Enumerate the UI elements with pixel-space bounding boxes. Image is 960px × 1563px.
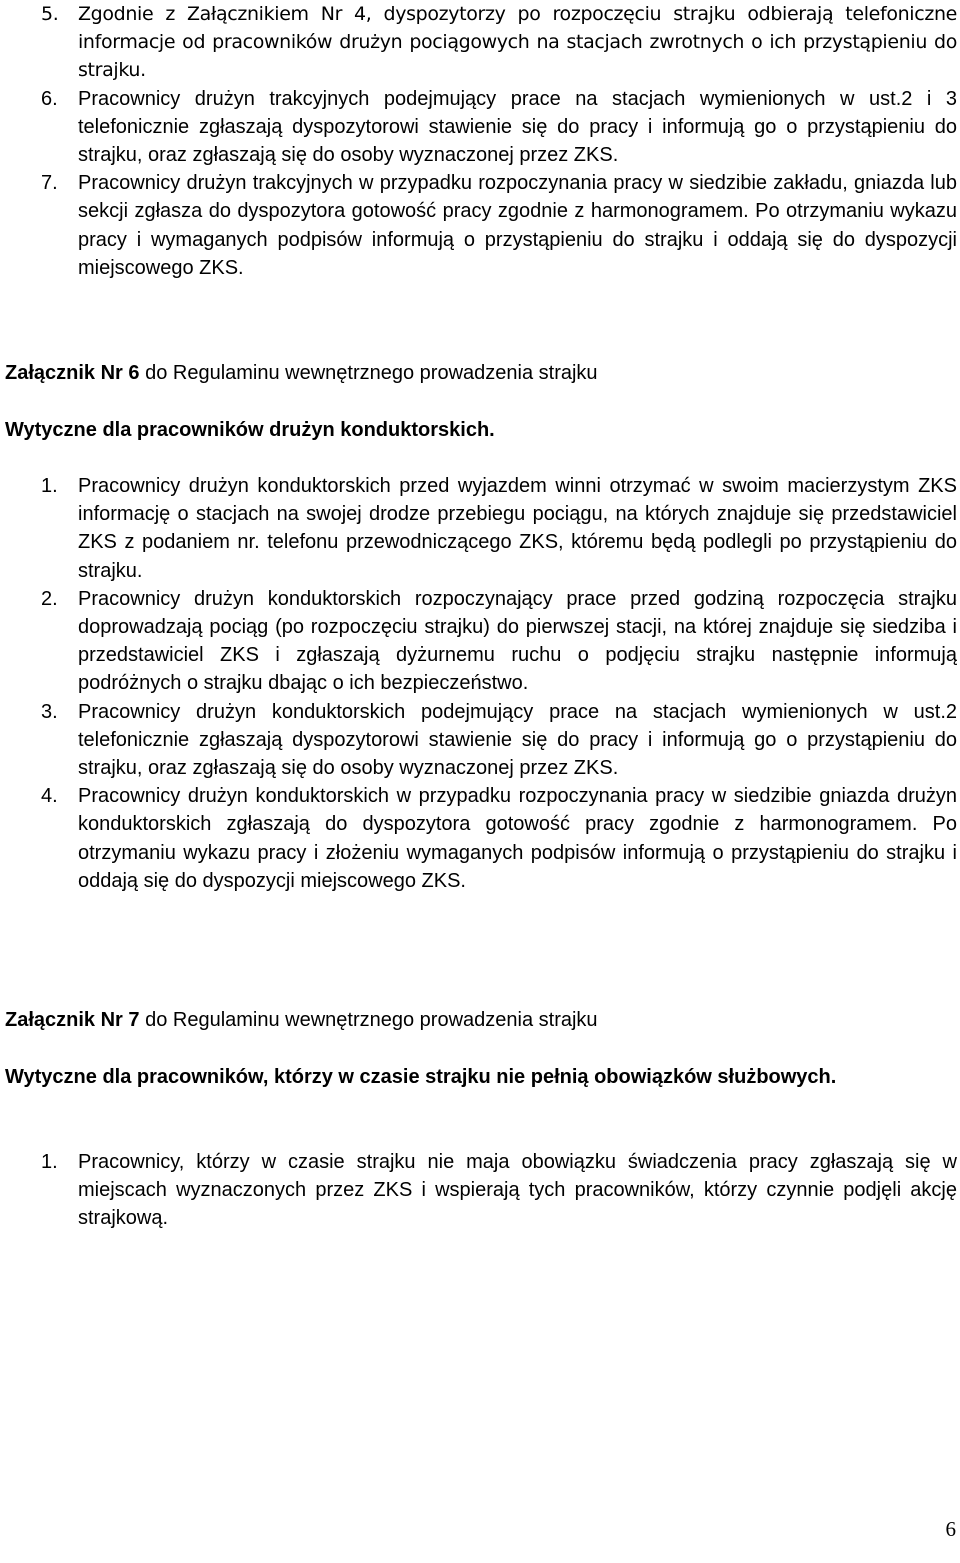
list-item-text: Pracownicy drużyn trakcyjnych w przypadku rozpoczynania pracy w siedzibie zakładu, gniazda lub sekcji zgłasza do dyspozytora gotowość pracy zgodnie z harmonogramem. Po otrzymaniu wykazu pracy i wymaganych podpisów informują o przystąpieniu do strajku i oddają się do dyspozycji miejscowego ZKS. xyxy=(78,172,957,279)
annex7-title-bold: Załącznik Nr 7 xyxy=(5,1009,140,1031)
list-item xyxy=(0,472,960,585)
list-item-text: Zgodnie z Załącznikiem Nr 4, dyspozytorzy po rozpoczęciu strajku odbierają telefoniczne informacje od pracowników drużyn pociągowych na stacjach zwrotnych o ich przystąpieniu do strajku. xyxy=(78,3,957,82)
list-item-number: 3. xyxy=(41,700,58,723)
list-item xyxy=(0,1148,960,1233)
annex6-title-rest: do Regulaminu wewnętrznego prowadzenia strajku xyxy=(139,362,598,384)
annex7-subtitle: Wytyczne dla pracowników, którzy w czasie strajku nie pełnią obowiązków służbowych. xyxy=(5,1066,837,1088)
annex7-list xyxy=(0,1148,960,1233)
list-item-number: 1. xyxy=(41,475,58,497)
list-item xyxy=(0,0,960,85)
annex7-title-rest: do Regulaminu wewnętrznego prowadzenia strajku xyxy=(139,1009,598,1031)
list-item xyxy=(0,169,960,282)
list-item-text: Pracownicy drużyn konduktorskich rozpoczynający prace przed godziną rozpoczęcia strajku doprowadzają pociąg (po rozpoczęciu strajku) do pierwszej stacji, na której znajduje się siedziba i przedstawiciel ZKS i zgłaszają dyżurnemu ruchu o podjęciu strajku następnie informują podróżnych o strajku dbając o ich bezpieczeństwo. xyxy=(78,587,957,695)
list-item-text: Pracownicy drużyn konduktorskich przed wyjazdem winni otrzymać w swoim macierzystym ZKS informację o stacjach na swojej drodze przebiegu pociągu, na których znajduje się przedstawiciel ZKS z podaniem nr. telefonu przewodniczącego ZKS, któremu będą podlegli po przystąpieniu do strajku. xyxy=(78,475,957,582)
annex6-title-bold: Załącznik Nr 6 xyxy=(5,362,140,384)
annex6-subtitle: Wytyczne dla pracowników drużyn konduktorskich. xyxy=(5,419,495,441)
list-continued xyxy=(0,0,960,282)
page-number: 6 xyxy=(945,1517,956,1541)
list-item-number: 6. xyxy=(41,87,58,110)
list-item-number: 1. xyxy=(41,1151,58,1173)
list-item xyxy=(0,698,960,783)
list-item-number: 5. xyxy=(41,3,59,25)
list-item xyxy=(0,782,960,895)
list-item-text: Pracownicy, którzy w czasie strajku nie maja obowiązku świadczenia pracy zgłaszają się w miejscach wyznaczonych przez ZKS i wspierają tych pracowników, którzy czynnie podjęli akcję strajkową. xyxy=(78,1151,957,1230)
list-item-number: 7. xyxy=(41,172,58,195)
list-item xyxy=(0,85,960,170)
list-item-text: Pracownicy drużyn konduktorskich podejmujący prace na stacjach wymienionych w ust.2 telefonicznie zgłaszają dyspozytorowi stawienie się do pracy i informują go o przystąpieniu do strajku, oraz zgłaszają się do osoby wyznaczonej przez ZKS. xyxy=(78,700,957,780)
list-item-text: Pracownicy drużyn konduktorskich w przypadku rozpoczynania pracy w siedzibie gniazda drużyn konduktorskich zgłaszają do dyspozytora gotowość pracy zgodnie z harmonogramem. Po otrzymaniu wykazu pracy i złożeniu wymaganych podpisów informują o przystąpieniu do strajku i oddają się do dyspozycji miejscowego ZKS. xyxy=(78,785,957,892)
annex6-title xyxy=(5,359,957,387)
list-item-text: Pracownicy drużyn trakcyjnych podejmujący prace na stacjach wymienionych w ust.2 i 3 telefonicznie zgłaszają dyspozytorowi stawienie się do pracy i informują go o przystąpieniu do strajku, oraz zgłaszają się do osoby wyznaczonej przez ZKS. xyxy=(78,87,957,167)
annex7-title xyxy=(5,1006,957,1034)
list-item xyxy=(0,585,960,698)
list-item-number: 4. xyxy=(41,785,58,808)
annex6-list xyxy=(0,472,960,895)
list-item-number: 2. xyxy=(41,587,58,610)
